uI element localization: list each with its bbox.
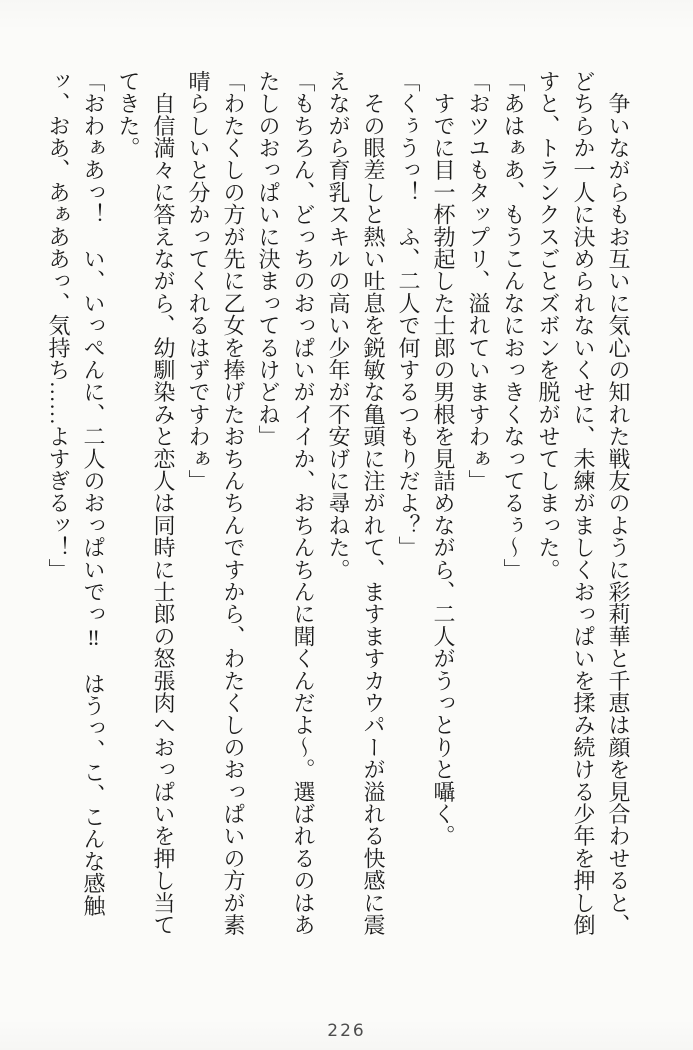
paragraph: 「くぅうっ！ ふ、二人で何するつもりだよ？」 xyxy=(396,70,421,559)
paragraph: その眼差しと熱い吐息を鋭敏な亀頭に注がれて、ますますカウパーが溢れる快感に震えながら育乳スキルの高い少年が不安げに尋ねた。 xyxy=(326,70,386,936)
paragraph: 「あはぁあ、もうこんなにおっきくなってるぅ～」 xyxy=(501,70,526,581)
paragraph: 「おツユもタップリ、溢れていますわぁ」 xyxy=(466,70,491,492)
paragraph: 「おわぁあっ！ い、いっぺんに、二人のおっぱいでっ‼ はうっ、こ、こんな感触ッ、おあ、あぁああっ、気持ち……よすぎるッ！」 xyxy=(46,70,106,917)
paragraph: 「もちろん、どっちのおっぱいがイイか、おちんちんに聞くんだよ～。選ばれるのはあたしのおっぱいに決まってるけどね」 xyxy=(256,70,316,936)
paragraph: すでに目一杯勃起した士郎の男根を見詰めながら、二人がうっとりと囁く。 xyxy=(431,70,456,847)
paragraph: 自信満々に答えながら、幼馴染みと恋人は同時に士郎の怒張肉へおっぱいを押し当ててきた。 xyxy=(116,70,176,936)
paragraph: 争いながらもお互いに気心の知れた戦友のように彩莉華と千恵は顔を見合わせると、どちらか一人に決められないくせに、未練がましくおっぱいを揉み続ける少年を押し倒すと、トランクスごとズボンを脱がせてしまった。 xyxy=(536,70,631,936)
page-number: 226 xyxy=(327,1021,366,1041)
paragraph: 「わたくしの方が先に乙女を捧げたおちんちんですから、わたくしのおっぱいの方が素晴らしいと分かってくれるはずですわぁ」 xyxy=(186,70,246,936)
vertical-text-block xyxy=(41,0,693,954)
